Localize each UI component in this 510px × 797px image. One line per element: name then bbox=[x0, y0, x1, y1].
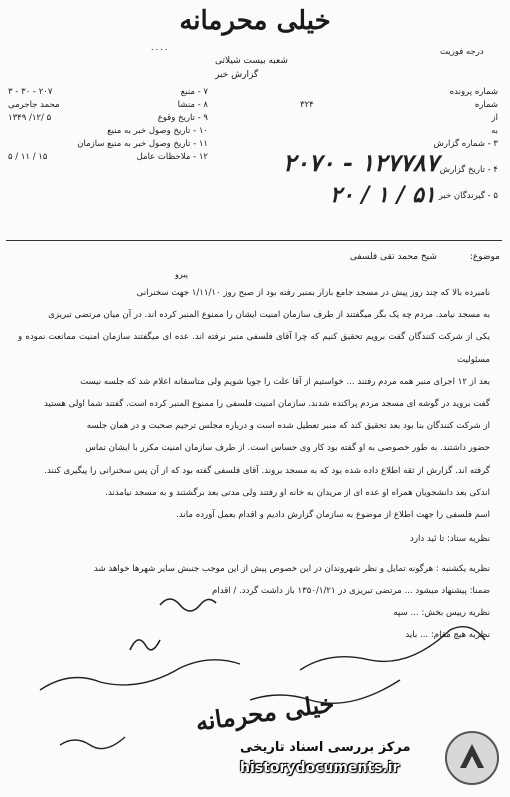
field-row bbox=[300, 112, 498, 125]
comment-line: نظریه ستاد: تا ئید دارد bbox=[410, 534, 490, 544]
body-line: اسم فلسفی را جهت اطلاع از موضوع به سازمان گزارش دادیم و اقدام بعمل آورده ماند. bbox=[176, 510, 490, 521]
field-row bbox=[300, 86, 498, 99]
field-label: به bbox=[491, 126, 498, 136]
field-row bbox=[8, 125, 208, 138]
archive-logo-icon bbox=[444, 730, 500, 786]
field-label: ۱۱ - تاریخ وصول خبر به منبع سازمان bbox=[77, 139, 208, 149]
signature-scribble bbox=[40, 660, 240, 690]
body-line: حضور داشتند. به طور خصوصی به او گفته بود کار وی حساس است. از طرف سازمان امنیت مکرر با ایشان تماس bbox=[85, 443, 490, 454]
report-type-label: گزارش خبر bbox=[215, 70, 259, 80]
field-value: محمد جاجرمی bbox=[8, 100, 60, 110]
divider bbox=[6, 240, 502, 241]
watermark-title: مرکز بررسی اسناد تاریخی bbox=[240, 740, 411, 755]
field-value: ۲۰۷ - ۳۰ - ۳ bbox=[8, 87, 53, 97]
body-line: اندکی بعد دانشجویان همراه او عده ای از مریدان به خانه او رفتند ولی مدتی بعد برگشتند و به مسجد نیامدند. bbox=[105, 487, 490, 498]
body-line: از شرکت کنندگان بنا بود بعد تحقیق کند که منبر تعطیل شده است و درباره مجلس ترحیم صحبت و در همان جلسه bbox=[86, 421, 490, 432]
field-row bbox=[8, 151, 208, 164]
unit-label: شعبه بیست شیلاتی bbox=[215, 56, 288, 66]
field-row bbox=[8, 138, 208, 151]
body-line: گرفته اند. گزارش از ثقه اطلاع داده شده بود که به مسجد بروند. آقای فلسفی گفته بود که از آن پس سخنرانی را پیگیری کنند. bbox=[44, 465, 490, 476]
field-label: ۷ - منبع bbox=[180, 87, 208, 97]
field-value: ۱۵ / ۱۱ / ۵ bbox=[8, 152, 48, 162]
body-line: گفت بروید در گوشه ای مسجد مردم پراکنده شدند. سازمان امنیت فلسفی را ممنوع المنبر کرده است. گفتند شما اولی هستید bbox=[44, 399, 490, 410]
field-label: شماره پرونده bbox=[449, 87, 498, 97]
ref-label: پیرو bbox=[175, 270, 188, 279]
body-line: نامبرده بالا که چند روز پیش در مسجد جامع بازار بمنبر رفته بود از صبح روز ۱/۱۱/۱۰ جهت سخنرانی bbox=[136, 288, 490, 298]
field-row bbox=[300, 99, 498, 112]
field-row bbox=[8, 99, 208, 112]
field-label: از bbox=[491, 113, 498, 123]
field-row bbox=[300, 125, 498, 138]
field-label: ۳ - شماره گزارش bbox=[433, 139, 498, 149]
field-value: ۳۲۴ bbox=[300, 100, 314, 110]
field-label: ۸ - منشا bbox=[177, 100, 208, 110]
field-label: شماره bbox=[474, 100, 498, 110]
comments-block bbox=[18, 528, 490, 646]
comment-line: نظریه هیچ مقام: ... باید bbox=[405, 630, 490, 640]
field-label: ۴ - تاریخ گزارش bbox=[439, 165, 498, 175]
urgency-label: درجه فوریت bbox=[440, 47, 484, 57]
field-value: ۵ /۱۲/ ۱۳۴۹ bbox=[8, 113, 52, 123]
field-label: ۵ - گیرندگان خبر bbox=[438, 191, 498, 201]
comment-line: نظریه رییس بخش: ... سپه bbox=[393, 608, 490, 618]
field-label: ۱۰ - تاریخ وصول خبر به منبع bbox=[107, 126, 208, 136]
field-row bbox=[8, 86, 208, 99]
watermark-url[interactable]: historydocuments.ir bbox=[240, 760, 400, 776]
subject-value: شیخ محمد تقی فلسفی bbox=[349, 252, 437, 262]
left-fields bbox=[8, 86, 208, 164]
subject-row bbox=[200, 252, 500, 262]
handwritten-report-date: ۲۰ / ۱ / ۵۱ bbox=[330, 182, 436, 208]
body-line: یکی از شرکت کنندگان گفت برویم تحقیق کنیم که چرا آقای فلسفی منبر نرفته اند. عده ای میگفتند سازمان امنیت ممانعت نموده و مسئولیت bbox=[18, 332, 490, 365]
body-line: به مسجد نیامد. مردم چه یک بگر میگفتند از طرف سازمان امنیت ایشان را ممنوع المنبر کرده اند. در آن میان مرتضی تبریزی bbox=[48, 310, 490, 321]
classification-title: خیلی محرمانه bbox=[179, 6, 331, 36]
handwritten-report-number: ۲۰۷۰ - ۱۲۷۷۸۷ bbox=[283, 148, 439, 177]
comment-line: ضمنا: پیشنهاد میشود ... مرتضی تبریزی در ۱۳۵۰/۱/۲۱ باز داشت گردد. / اقدام bbox=[211, 586, 490, 596]
comment-line: نظریه یکشنبه : هرگونه تمایل و نظر شهروندان در این خصوص پیش از این موجب جنبش سایر شهرها خواهد شد bbox=[93, 564, 490, 574]
signature-scribble bbox=[60, 737, 125, 749]
header-number: ۰۰۰۰ bbox=[150, 45, 169, 55]
field-label: ۱۲ - ملاحظات عامل bbox=[136, 152, 208, 162]
body-line: بعد از ۱۲ اجرای منبر همه مردم رفتند ... خواستیم از آقا علت را جویا شویم ولی متاسفانه اعلام شد که جلسه نیست bbox=[80, 376, 490, 387]
report-body bbox=[18, 282, 490, 526]
field-row bbox=[8, 112, 208, 125]
classification-stamp: خیلی محرمانه bbox=[193, 688, 337, 737]
subject-label: موضوع: bbox=[469, 252, 500, 262]
field-label: ۹ - تاریخ وقوع bbox=[157, 113, 208, 123]
